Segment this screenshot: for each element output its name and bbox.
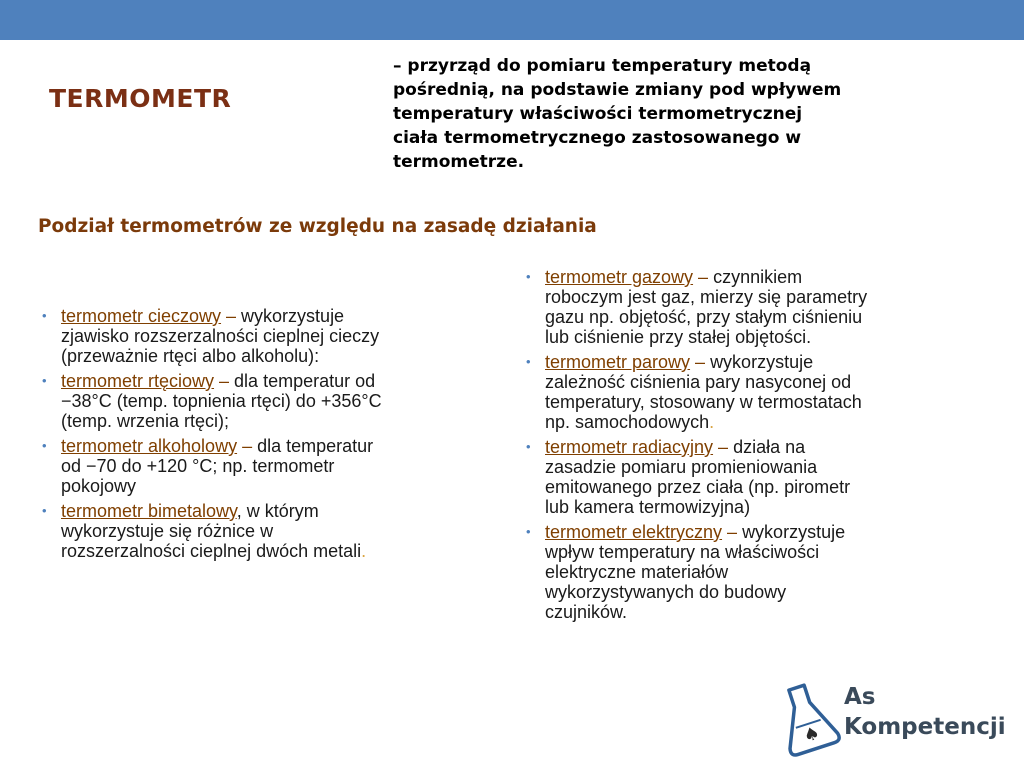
link-termometr-elektryczny[interactable]: termometr elektryczny bbox=[545, 522, 723, 542]
list-item bbox=[524, 267, 964, 347]
item-text: wykorzystuje bbox=[710, 352, 814, 372]
item-last-line bbox=[545, 412, 964, 432]
left-bullet-list bbox=[40, 306, 480, 566]
item-first-line bbox=[545, 522, 964, 542]
item-text: np. samochodowych bbox=[545, 412, 710, 432]
definition-text bbox=[393, 54, 903, 174]
item-first-line bbox=[61, 371, 480, 391]
bullet-icon: • bbox=[526, 269, 531, 284]
item-text: działa na bbox=[733, 437, 806, 457]
item-first-line bbox=[545, 267, 964, 287]
item-text: wykorzystuje bbox=[241, 306, 345, 326]
item-line: roboczym jest gaz, mierzy się parametry bbox=[545, 287, 868, 307]
bullet-icon: • bbox=[42, 438, 47, 453]
item-line: od −70 do +120 °C; np. termometr bbox=[61, 456, 335, 476]
item-dash: – bbox=[221, 306, 242, 326]
item-line: wykorzystuje się różnice w bbox=[61, 521, 274, 541]
logo-text bbox=[844, 682, 1006, 742]
svg-text:♠: ♠ bbox=[800, 722, 823, 748]
item-line: zasadzie pomiaru promieniowania bbox=[545, 457, 818, 477]
logo-line-2: Kompetencji bbox=[844, 714, 1006, 740]
right-bullet-list bbox=[524, 267, 964, 627]
bullet-icon: • bbox=[526, 524, 531, 539]
item-line: czujników. bbox=[545, 602, 628, 622]
item-dash: – bbox=[237, 436, 258, 456]
list-item bbox=[40, 436, 480, 496]
item-last-line bbox=[61, 541, 480, 561]
list-item bbox=[524, 352, 964, 432]
item-line: (przeważnie rtęci albo alkoholu): bbox=[61, 346, 320, 366]
item-line: lub kamera termowizyjna) bbox=[545, 497, 751, 517]
definition-line: temperatury właściwości termometrycznej bbox=[393, 104, 803, 124]
bullet-icon: • bbox=[526, 439, 531, 454]
link-termometr-bimetalowy[interactable]: termometr bimetalowy bbox=[61, 501, 237, 521]
item-first-line bbox=[61, 501, 480, 521]
item-line: (temp. wrzenia rtęci); bbox=[61, 411, 230, 431]
item-line: pokojowy bbox=[61, 476, 137, 496]
item-first-line bbox=[61, 436, 480, 456]
bullet-icon: • bbox=[42, 308, 47, 323]
item-text: dla temperatur od bbox=[234, 371, 376, 391]
item-end-dot: . bbox=[361, 541, 367, 561]
item-line: wpływ temperatury na właściwości bbox=[545, 542, 820, 562]
item-line: zjawisko rozszerzalności cieplnej cieczy bbox=[61, 326, 380, 346]
item-line: lub ciśnienie przy stałej objętości. bbox=[545, 327, 812, 347]
definition-line: ciała termometrycznego zastosowanego w bbox=[393, 128, 802, 148]
definition-line: pośrednią, na podstawie zmiany pod wpływem bbox=[393, 80, 842, 100]
link-termometr-parowy[interactable]: termometr parowy bbox=[545, 352, 691, 372]
list-item bbox=[40, 501, 480, 561]
bullet-icon: • bbox=[42, 503, 47, 518]
top-bar bbox=[0, 0, 1024, 40]
item-line: temperatury, stosowany w termostatach bbox=[545, 392, 862, 412]
flask-icon bbox=[772, 678, 842, 758]
item-text: wykorzystuje bbox=[742, 522, 846, 542]
item-line: zależność ciśnienia pary nasyconej od bbox=[545, 372, 852, 392]
item-line: −38°C (temp. topnienia rtęci) do +356°C bbox=[61, 391, 382, 411]
definition-line: – przyrząd do pomiaru temperatury metodą bbox=[393, 56, 812, 76]
item-first-line bbox=[61, 306, 480, 326]
slide-title: TERMOMETR bbox=[49, 84, 232, 113]
section-subtitle: Podział termometrów ze względu na zasadę działania bbox=[38, 216, 597, 237]
item-line: wykorzystywanych do budowy bbox=[545, 582, 787, 602]
item-dash: – bbox=[690, 352, 711, 372]
link-termometr-alkoholowy[interactable]: termometr alkoholowy bbox=[61, 436, 238, 456]
link-termometr-radiacyjny[interactable]: termometr radiacyjny bbox=[545, 437, 714, 457]
item-dash: – bbox=[713, 437, 734, 457]
item-line: elektryczne materiałów bbox=[545, 562, 729, 582]
as-kompetencji-logo bbox=[772, 678, 1012, 758]
list-item bbox=[40, 306, 480, 366]
bullet-icon: • bbox=[526, 354, 531, 369]
item-line: gazu np. objętość, przy stałym ciśnieniu bbox=[545, 307, 863, 327]
item-text: rozszerzalności cieplnej dwóch metali bbox=[61, 541, 362, 561]
logo-line-1: As bbox=[844, 684, 876, 710]
definition-line: termometrze. bbox=[393, 152, 525, 172]
item-dash: – bbox=[693, 267, 714, 287]
link-termometr-rteciowy[interactable]: termometr rtęciowy bbox=[61, 371, 215, 391]
item-text: , w którym bbox=[236, 501, 319, 521]
item-first-line bbox=[545, 352, 964, 372]
bullet-icon: • bbox=[42, 373, 47, 388]
list-item bbox=[524, 522, 964, 622]
item-line: emitowanego przez ciała (np. pirometr bbox=[545, 477, 851, 497]
item-text: dla temperatur bbox=[257, 436, 374, 456]
item-dash: – bbox=[214, 371, 235, 391]
item-dash: – bbox=[722, 522, 743, 542]
item-end-dot: . bbox=[709, 412, 715, 432]
list-item bbox=[524, 437, 964, 517]
link-termometr-gazowy[interactable]: termometr gazowy bbox=[545, 267, 694, 287]
item-text: czynnikiem bbox=[713, 267, 803, 287]
link-termometr-cieczowy[interactable]: termometr cieczowy bbox=[61, 306, 222, 326]
list-item bbox=[40, 371, 480, 431]
item-first-line bbox=[545, 437, 964, 457]
